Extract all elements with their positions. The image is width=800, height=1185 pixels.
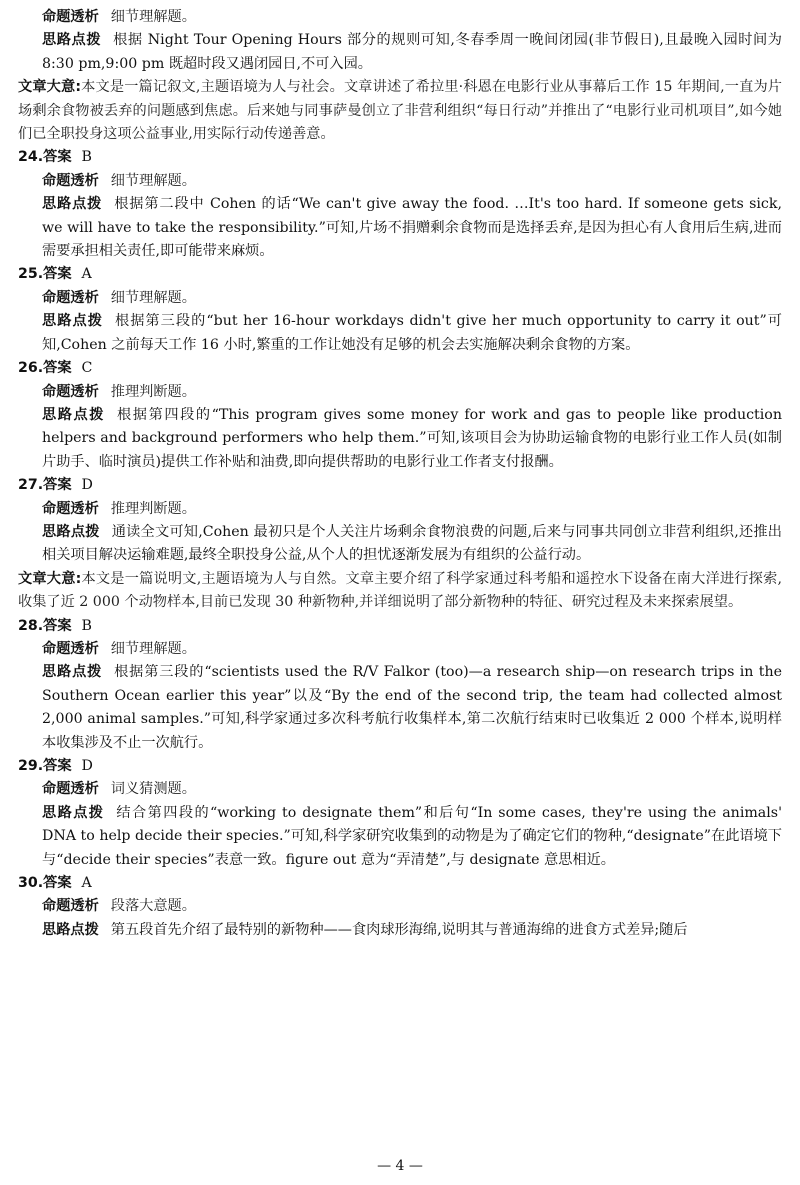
analysis-line — [18, 6, 782, 29]
analysis-line — [18, 287, 782, 310]
reasoning-paragraph — [18, 29, 782, 76]
analysis-label: 命题透析 — [42, 640, 99, 657]
answer-letter: B — [81, 617, 92, 634]
answer-letter: A — [81, 875, 92, 892]
reasoning-label: 思路点拨 — [42, 32, 102, 49]
question-type: 推理判断题。 — [110, 500, 196, 517]
answer-label: 答案 — [43, 266, 72, 283]
question-number: 28. — [18, 617, 44, 634]
reasoning-text: 第五段首先介绍了最特别的新物种——食肉球形海绵,说明其与普通海绵的进食方式差异;随后 — [110, 921, 688, 938]
analysis-label: 命题透析 — [42, 172, 99, 189]
reasoning-label: 思路点拨 — [42, 406, 106, 423]
summary-text: 本文是一篇说明文,主题语境为人与自然。文章主要介绍了科学家通过科考船和遥控水下设备在南大洋进行探索,收集了近 2 000 个动物样本,目前已发现 30 种新物种,并详细说明了部分新物种的特征、研究过程及未来探索展望。 — [18, 570, 782, 611]
question-number: 27. — [18, 477, 44, 494]
reasoning-label: 思路点拨 — [42, 664, 103, 681]
question-type: 细节理解题。 — [110, 9, 196, 25]
question-number: 24. — [18, 149, 44, 166]
reasoning-text: 根据第二段中 Cohen 的话“We can't give away the food. …It's too hard. If someone gets sick, we will have to take the responsibility.”可知,片场不捐赠剩余食物而是选择丢弃,是因为担心有人食用后生病,进而需要承担相关责任,即可能带来麻烦。 — [42, 196, 782, 260]
reasoning-paragraph — [18, 661, 782, 755]
reasoning-label: 思路点拨 — [42, 313, 103, 330]
answer-letter: A — [81, 266, 92, 283]
reasoning-label: 思路点拨 — [42, 196, 103, 213]
reasoning-text: 结合第四段的“working to designate them”和后句“In some cases, they're using the animals' DNA to help decide their species.”可知,科学家研究收集到的动物是为了确定它们的物种,“designate”在此语境下与“decide their species”表意一致。figure out 意为“弄清楚”,与 designate 意思相近。 — [42, 804, 782, 868]
analysis-line — [18, 778, 782, 801]
reasoning-paragraph — [18, 310, 782, 357]
question-28-answer — [18, 615, 782, 638]
reasoning-text: 根据第四段的“This program gives some money for work and gas to people like production helpers and background performers who help them.”可知,该项目会为协助运输食物的电影行业工作人员(如制片助手、临时演员)提供工作补贴和油费,即向提供帮助的电影行业工作者支付报酬。 — [42, 406, 782, 470]
reasoning-paragraph — [18, 919, 782, 942]
reasoning-paragraph — [18, 802, 782, 872]
question-27-answer — [18, 474, 782, 497]
reasoning-text: 通读全文可知,Cohen 最初只是个人关注片场剩余食物浪费的问题,后来与同事共同创立非营利组织,还推出相关项目解决运输难题,最终全职投身公益,从个人的担忧逐渐发展为有组织的公益行动。 — [42, 523, 782, 564]
page-number: — 4 — — [377, 1158, 423, 1174]
question-29-answer — [18, 755, 782, 778]
answer-label: 答案 — [43, 360, 72, 377]
question-number: 29. — [18, 758, 44, 774]
analysis-line — [18, 170, 782, 193]
analysis-label: 命题透析 — [42, 9, 99, 25]
analysis-line — [18, 895, 782, 918]
question-type: 推理判断题。 — [110, 383, 196, 400]
answer-letter: C — [81, 360, 93, 377]
answer-label: 答案 — [43, 758, 72, 774]
analysis-label: 命题透析 — [42, 500, 99, 517]
answer-letter: B — [81, 149, 92, 166]
article-summary-1 — [18, 76, 782, 146]
reasoning-label: 思路点拨 — [42, 921, 99, 938]
question-type: 段落大意题。 — [110, 898, 196, 915]
analysis-label: 命题透析 — [42, 781, 99, 798]
article-summary-2 — [18, 568, 782, 615]
question-26-answer — [18, 357, 782, 380]
summary-text: 本文是一篇记叙文,主题语境为人与社会。文章讲述了希拉里·科恩在电影行业从事幕后工作 15 年期间,一直为片场剩余食物被丢弃的问题感到焦虑。后来她与同事萨曼创立了非营利组织“每日行动”并推出了“电影行业司机项目”,如今她们已全职投身这项公益事业,用实际行动传递善意。 — [18, 79, 782, 143]
reasoning-label: 思路点拨 — [42, 523, 100, 540]
reasoning-text: 根据第三段的“but her 16-hour workdays didn't give her much opportunity to carry it out”可知,Cohen 之前每天工作 16 小时,繁重的工作让她没有足够的机会去实施解决剩余食物的方案。 — [42, 313, 782, 353]
question-number: 26. — [18, 360, 44, 377]
analysis-label: 命题透析 — [42, 898, 99, 915]
answer-label: 答案 — [43, 617, 72, 634]
reasoning-paragraph — [18, 193, 782, 263]
answer-label: 答案 — [43, 875, 72, 892]
question-25-answer — [18, 263, 782, 286]
reasoning-text: 根据 Night Tour Opening Hours 部分的规则可知,冬春季周一晚间闭园(非节假日),且最晚入园时间为 8:30 pm,9:00 pm 既超时段又遇闭园日,不可入园。 — [42, 32, 782, 72]
question-type: 词义猜测题。 — [110, 781, 196, 798]
analysis-line — [18, 498, 782, 521]
answer-label: 答案 — [43, 477, 72, 494]
analysis-label: 命题透析 — [42, 289, 99, 306]
question-type: 细节理解题。 — [110, 289, 196, 306]
reasoning-paragraph — [18, 404, 782, 474]
reasoning-label: 思路点拨 — [42, 804, 105, 821]
analysis-label: 命题透析 — [42, 383, 99, 400]
reasoning-text: 根据第三段的“scientists used the R/V Falkor (too)—a research ship—on research trips in the Southern Ocean earlier this year”以及“By the end of the second trip, the team had collected almost 2,000 animal samples.”可知,科学家通过多次科考航行收集样本,第二次航行结束时已收集近 2 000 个样本,说明样本收集涉及不止一次航行。 — [42, 664, 782, 751]
answer-label: 答案 — [43, 149, 72, 166]
question-type: 细节理解题。 — [110, 640, 196, 657]
reasoning-paragraph — [18, 521, 782, 568]
summary-heading: 文章大意: — [18, 79, 82, 96]
question-number: 30. — [18, 875, 44, 892]
question-number: 25. — [18, 266, 44, 283]
question-24-answer — [18, 146, 782, 169]
question-type: 细节理解题。 — [110, 172, 196, 189]
summary-heading: 文章大意: — [18, 570, 82, 587]
answer-letter: D — [81, 758, 93, 774]
answer-letter: D — [81, 477, 93, 494]
analysis-line — [18, 638, 782, 661]
question-30-answer — [18, 872, 782, 895]
analysis-line — [18, 381, 782, 404]
